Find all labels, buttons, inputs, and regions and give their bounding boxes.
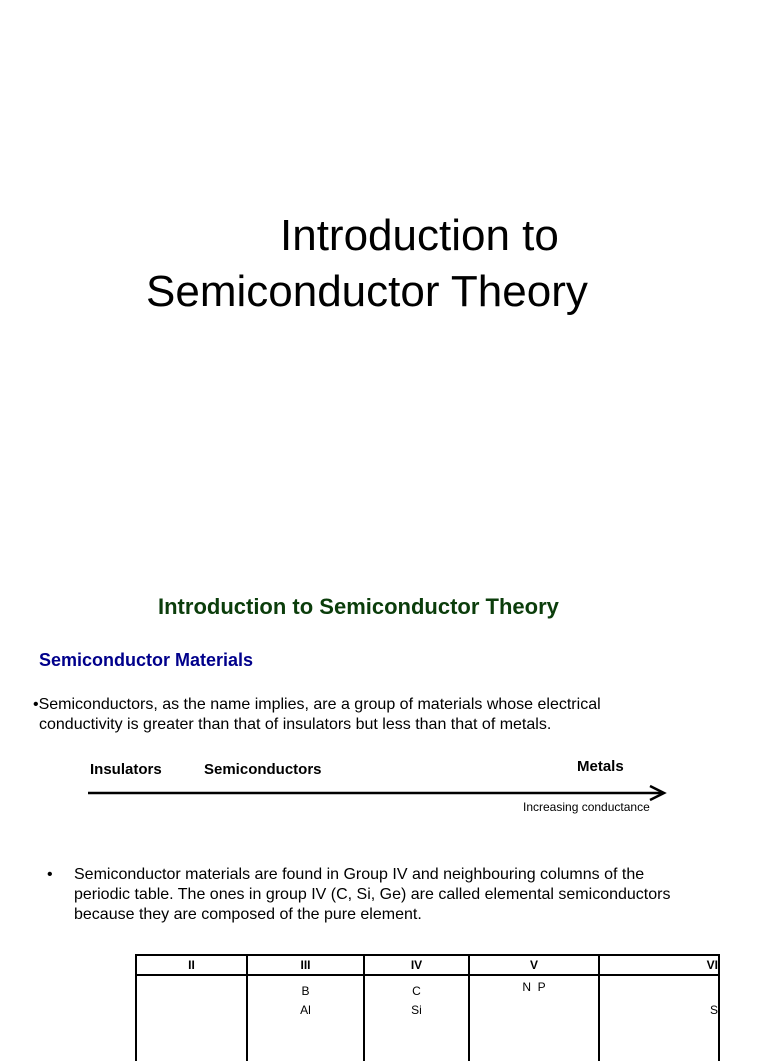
table-header-cell: IV [364,955,469,975]
element-al: Al [300,1003,311,1017]
table-cell: N P [469,975,599,1061]
element-b: B [301,984,310,998]
table-header-cell: V [469,955,599,975]
scale-label-insulators: Insulators [90,761,162,778]
slide1-title-line1: Introduction to [280,211,559,260]
table-header-row [136,955,719,975]
slide2-title: Introduction to Semiconductor Theory [158,594,559,619]
bullet2-line2: periodic table. The ones in group IV (C, Si, Ge) are called elemental semiconductors [74,886,671,903]
table-header-cell: II [136,955,247,975]
table-cell [136,975,247,1061]
bullet1-line1: •Semiconductors, as the name implies, are a group of materials whose electrical [33,696,601,713]
table-cell: S [599,975,719,1061]
table-row [136,975,719,1061]
bullet2-line1: Semiconductor materials are found in Group IV and neighbouring columns of the [74,866,645,883]
table-header-cell: III [247,955,364,975]
bullet2-line3: because they are composed of the pure element. [74,906,422,923]
element-c: C [412,984,421,998]
scale-label-semiconductors: Semiconductors [204,761,322,778]
element-si: Si [411,1003,422,1017]
section-heading: Semiconductor Materials [39,650,254,670]
arrow-caption: Increasing conductance [523,800,650,814]
table-cell [247,975,364,1061]
table-header-cell: VI [599,955,719,975]
table-cell [364,975,469,1061]
bullet1-line2: conductivity is greater than that of insulators but less than that of metals. [39,716,552,733]
scale-label-metals: Metals [577,758,624,775]
slide1-title-line2: Semiconductor Theory [146,267,588,316]
bullet2-marker: • [47,866,53,883]
periodic-table [135,954,720,1061]
